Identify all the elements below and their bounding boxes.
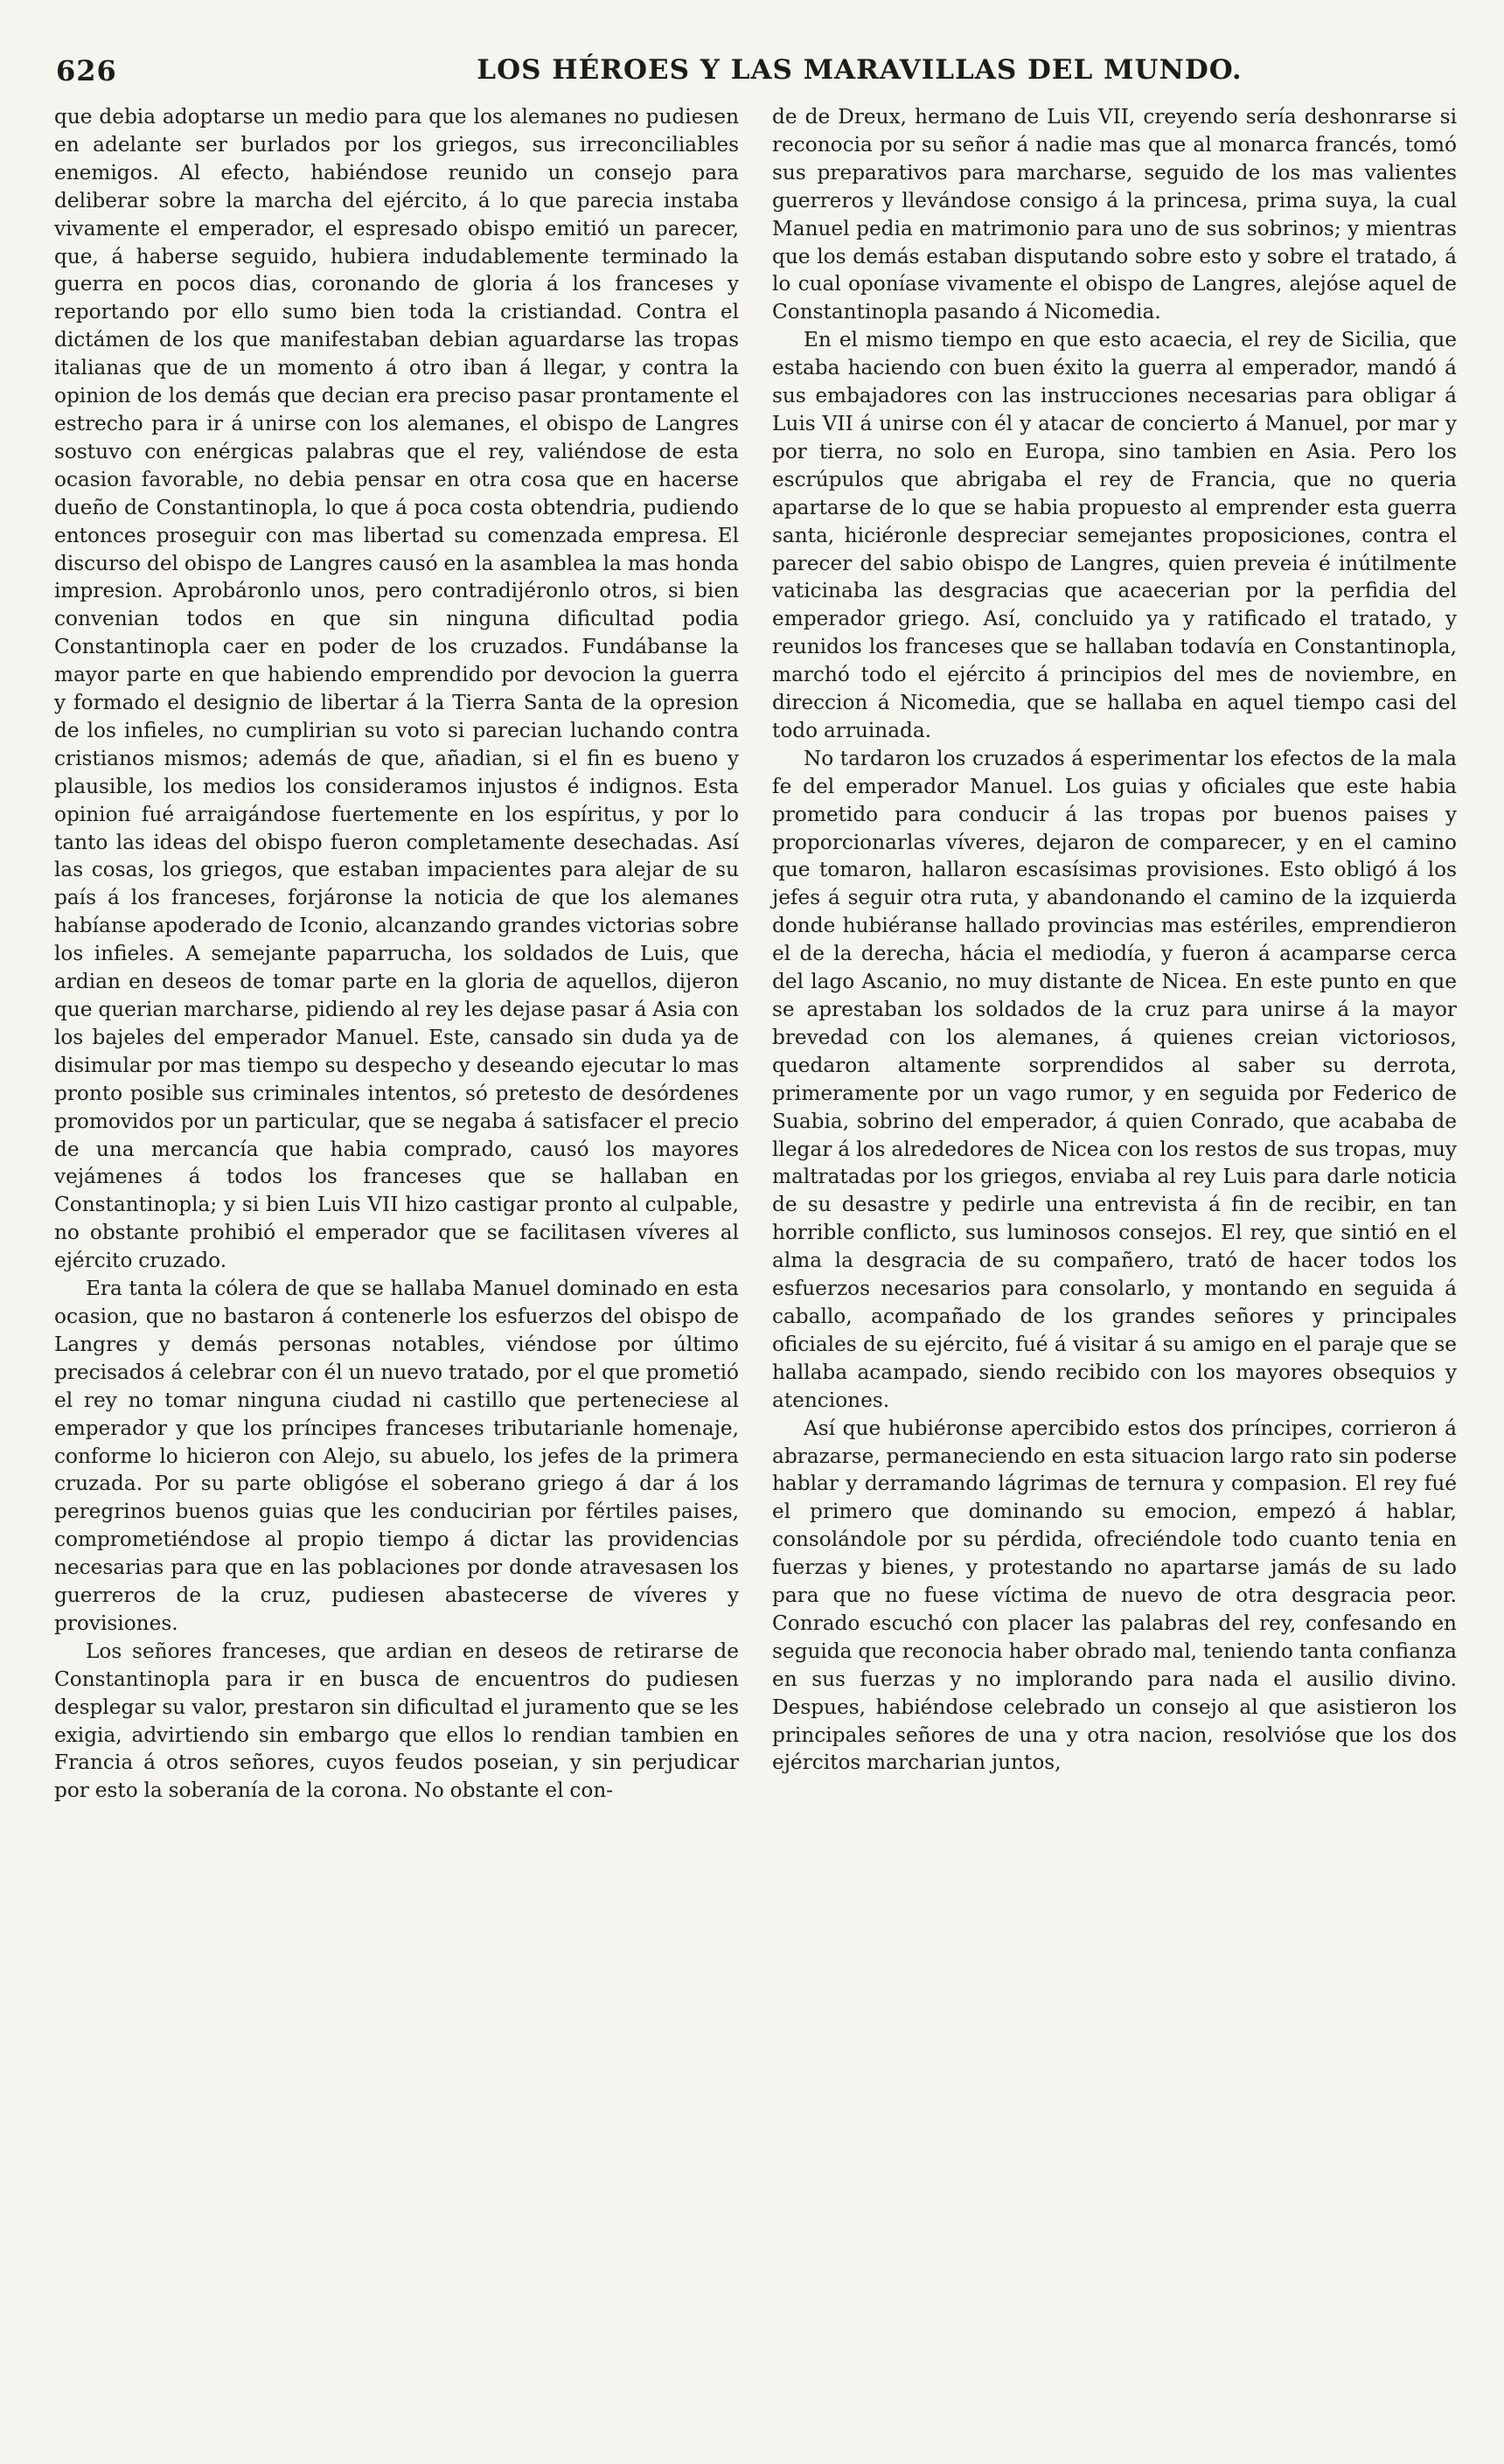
paragraph: que debia adoptarse un medio para que los alemanes no pudiesen en adelante ser burlados por los griegos, sus irreconciliables enemigos. Al efecto, habiéndose reunido un consejo para deliberar sobre la marcha del ejército, á lo que parecia instaba vivamente el emperador, el espresado obispo emitió un parecer, que, á haberse seguido, hubiera indudablemente terminado la guerra en pocos dias, coronando de gloria á los franceses y reportando por ello sumo bien toda la cristiandad. Contra el dictámen de los que manifestaban debian aguardarse las tropas italianas que de un momento á otro iban á llegar, y contra la opinion de los demás que decian era preciso pasar prontamente el estrecho para ir á unirse con los alemanes, el obispo de Langres sostuvo con enérgicas palabras que el rey, valiéndose de esta ocasion favorable, no debia pensar en otra cosa que en hacerse dueño de Constantinopla, lo que á poca costa obtendria, pudiendo entonces proseguir con mas libertad su comenzada empresa. El discurso del obispo de Langres causó en la asamblea la mas honda impresion. Aprobáronlo unos, pero contradijéronlo otros, si bien convenian todos en que sin ninguna dificultad podia Constantinopla caer en poder de los cruzados. Fundábanse la mayor parte en que habiendo emprendido por devocion la guerra y formado el designio de libertar á la Tierra Santa de la opresion de los infieles, no cumplirian su voto si parecian luchando contra cristianos mismos; además de que, añadian, si el fin es bueno y plausible, los medios los consideramos injustos é indignos. Esta opinion fué arraigándose fuertemente en los espíritus, y por lo tanto las ideas del obispo fueron completamente desechadas. Así las cosas, los griegos, que estaban impacientes para alejar de su país á los franceses, forjáronse la noticia de que los alemanes habíanse apoderado de Iconio, alcanzando grandes victorias sobre los infieles. A semejante paparrucha, los soldados de Luis, que ardian en deseos de tomar parte en la gloria de aquellos, dijeron que querian marcharse, pidiendo al rey les dejase pasar á Asia con los bajeles del emperador Manuel. Este, cansado sin duda ya de disimular por mas tiempo su despecho y deseando ejecutar lo mas pronto posible sus criminales intentos, só pretesto de desórdenes promovidos por un particular, que se negaba á satisfacer el precio de una mercancía que habia comprado, causó los mayores vejámenes á todos los franceses que se hallaban en Constantinopla; y si bien Luis VII hizo castigar pronto al culpable, no obstante prohibió el emperador que se facilitasen víveres al ejército cruzado. [54, 105, 739, 1273]
paragraph: En el mismo tiempo en que esto acaecia, el rey de Sicilia, que estaba haciendo con buen éxito la guerra al emperador, mandó á sus embajadores con las instrucciones necesarias para obligar á Luis VII á unirse con él y atacar de concierto á Manuel, por mar y por tierra, no solo en Europa, sino tambien en Asia. Pero los escrúpulos que abrigaba el rey de Francia, que no queria apartarse de lo que se habia propuesto al emprender esta guerra santa, hiciéronle despreciar semejantes proposiciones, contra el parecer del sabio obispo de Langres, quien preveia é inútilmente vaticinaba las desgracias que acaecerian por la perfidia del emperador griego. Así, concluido ya y ratificado el tratado, y reunidos los franceses que se hallaban todavía en Constantinopla, marchó todo el ejército á principios del mes de noviembre, en direccion á Nicomedia, que se hallaba en aquel tiempo casi del todo arruinada. [772, 328, 1457, 742]
paragraph: Así que hubiéronse apercibido estos dos príncipes, corrieron á abrazarse, permaneciendo en esta situacion largo rato sin poderse hablar y derramando lágrimas de ternura y compasion. El rey fué el primero que dominando su emocion, empezó á hablar, consolándole por su pérdida, ofreciéndole todo cuanto tenia en fuerzas y bienes, y protestando no apartarse jamás de su lado para que no fuese víctima de nuevo de otra desgracia peor. Conrado escuchó con placer las palabras del rey, confesando en seguida que reconocia haber obrado mal, teniendo tanta confianza en sus fuerzas y no implorando para nada el ausilio divino. Despues, habiéndose celebrado un consejo al que asistieron los principales señores de una y otra nacion, resolvióse que los dos ejércitos marcharian juntos, [772, 1416, 1457, 1775]
right-column [770, 103, 1457, 1805]
paragraph: Los señores franceses, que ardian en deseos de retirarse de Constantinopla para ir en busca de encuentros do pudiesen desplegar su valor, prestaron sin dificultad el juramento que se les exigia, advirtiendo sin embargo que ellos lo rendian tambien en Francia á otros señores, cuyos feudos poseian, y sin perjudicar por esto la soberanía de la corona. No obstante el con- [54, 1639, 739, 1803]
paragraph: de de Dreux, hermano de Luis VII, creyendo sería deshonrarse si reconocia por su señor á nadie mas que al monarca francés, tomó sus preparativos para marcharse, seguido de los mas valientes guerreros y llevándose consigo á la princesa, prima suya, la cual Manuel pedia en matrimonio para uno de sus sobrinos; y mientras que los demás estaban disputando sobre esto y sobre el tratado, á lo cual oponíase vivamente el obispo de Langres, alejóse aquel de Constantinopla pasando á Nicomedia. [772, 105, 1457, 324]
page-number: 626 [56, 54, 117, 87]
text-columns [54, 103, 1457, 1805]
paragraph: No tardaron los cruzados á esperimentar los efectos de la mala fe del emperador Manuel. Los guias y oficiales que este habia prometido para conducir á las tropas por buenos paises y proporcionarlas víveres, dejaron de comparecer, y en el camino que tomaron, hallaron escasísimas provisiones. Esto obligó á los jefes á seguir otra ruta, y abandonando el camino de la izquierda donde hubiéranse hallado provincias mas estériles, emprendieron el de la derecha, hácia el mediodía, y fueron á acamparse cerca del lago Ascanio, no muy distante de Nicea. En este punto en que se aprestaban los soldados de la cruz para unirse á la mayor brevedad con los alemanes, á quienes creian victoriosos, quedaron altamente sorprendidos al saber su derrota, primeramente por un vago rumor, y en seguida por Federico de Suabia, sobrino del emperador, á quien Conrado, que acababa de llegar á los alrededores de Nicea con los restos de sus tropas, muy maltratadas por los griegos, enviaba al rey Luis para darle noticia de su desastre y pedirle una entrevista á fin de recibir, en tan horrible conflicto, sus luminosos consejos. El rey, que sintió en el alma la desgracia de su compañero, trató de hacer todos los esfuerzos necesarios para consolarlo, y montando en seguida á caballo, acompañado de los grandes señores y principales oficiales de su ejército, fué á visitar á su amigo en el paraje que se hallaba acampado, siendo recibido con los mayores obsequios y atenciones. [772, 746, 1457, 1412]
left-column [54, 103, 741, 1805]
running-title: LOS HÉROES Y LAS MARAVILLAS DEL MUNDO. [477, 54, 1243, 86]
page-header [56, 54, 1462, 94]
paragraph: Era tanta la cólera de que se hallaba Manuel dominado en esta ocasion, que no bastaron á contenerle los esfuerzos del obispo de Langres y demás personas notables, viéndose por último precisados á celebrar con él un nuevo tratado, por el que prometió el rey no tomar ninguna ciudad ni castillo que perteneciese al emperador y que los príncipes franceses tributarianle homenaje, conforme lo hicieron con Alejo, su abuelo, los jefes de la primera cruzada. Por su parte obligóse el soberano griego á dar á los peregrinos buenos guias que les conducirian por fértiles paises, comprometiéndose al propio tiempo á dictar las providencias necesarias para que en las poblaciones por donde atravesasen los guerreros de la cruz, pudiesen abastecerse de víveres y provisiones. [54, 1277, 739, 1635]
